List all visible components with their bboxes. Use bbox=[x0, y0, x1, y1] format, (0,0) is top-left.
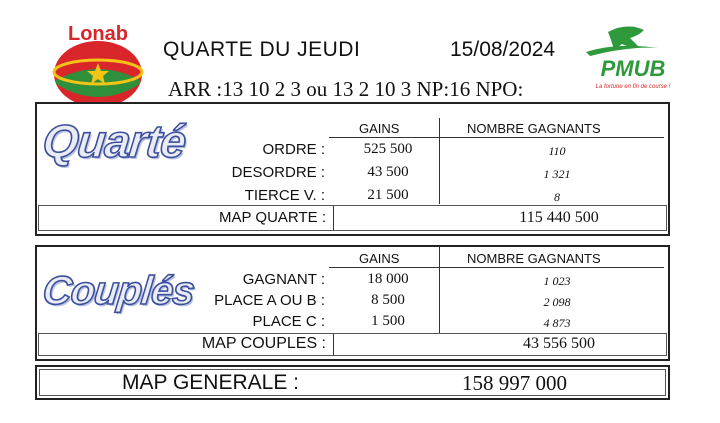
quarte-winners-header: NOMBRE GAGNANTS bbox=[467, 121, 601, 136]
quarte-gains-header: GAINS bbox=[359, 121, 400, 136]
couples-col-divider bbox=[439, 247, 440, 333]
arrival-line: ARR :13 10 2 3 ou 13 2 10 3 NP:16 NPO: bbox=[168, 77, 524, 101]
quarte-col-divider bbox=[439, 118, 440, 204]
couples-row-winners: 2 098 bbox=[543, 295, 571, 309]
quarte-row-gain: 21 500 bbox=[367, 187, 409, 203]
quarte-emblem: Quarté bbox=[40, 115, 188, 167]
couples-row-label: GAGNANT : bbox=[242, 271, 325, 288]
couples-row-label: PLACE A OU B : bbox=[214, 292, 325, 309]
quarte-row-gain: 43 500 bbox=[367, 164, 409, 180]
general-map-value: 158 997 000 bbox=[462, 371, 567, 395]
quarte-row-winners: 1 321 bbox=[543, 167, 571, 181]
quarte-row-label: TIERCE V. : bbox=[244, 187, 325, 204]
page-title: QUARTE DU JEUDI bbox=[163, 38, 361, 61]
pmub-tagline: La fortune en fin de course ! bbox=[595, 84, 671, 90]
race-date: 15/08/2024 bbox=[450, 38, 556, 61]
quarte-row-gain: 525 500 bbox=[363, 141, 413, 157]
quarte-map-row bbox=[38, 205, 667, 231]
quarte-row-label: DESORDRE : bbox=[231, 164, 325, 181]
couples-row-gain: 1 500 bbox=[371, 313, 405, 329]
pmub-logo-text: PMUB bbox=[600, 56, 666, 81]
quarte-row-label: ORDRE : bbox=[262, 141, 325, 158]
couples-map-value: 43 556 500 bbox=[523, 335, 595, 352]
couples-winners-header: NOMBRE GAGNANTS bbox=[467, 251, 601, 266]
quarte-map-divider bbox=[333, 206, 334, 230]
couples-map-row bbox=[38, 333, 667, 356]
couples-map-divider bbox=[333, 334, 334, 355]
couples-row-winners: 4 873 bbox=[543, 316, 571, 330]
quarte-row-winners: 110 bbox=[548, 144, 566, 158]
quarte-map-label: MAP QUARTE : bbox=[219, 209, 326, 226]
couples-row-gain: 18 000 bbox=[367, 271, 409, 287]
lonab-logo-text: Lonab bbox=[68, 23, 128, 45]
couples-panel bbox=[35, 245, 670, 361]
couples-row-label: PLACE C : bbox=[252, 313, 325, 330]
quarte-row-winners: 8 bbox=[554, 190, 560, 204]
couples-header-rule bbox=[329, 267, 664, 268]
general-inner bbox=[39, 369, 666, 396]
pmub-logo bbox=[578, 24, 688, 94]
couples-map-label: MAP COUPLES : bbox=[201, 335, 326, 352]
general-map-label: MAP GENERALE : bbox=[122, 371, 300, 394]
couples-emblem: Couplés bbox=[40, 269, 197, 313]
lonab-logo bbox=[50, 22, 146, 110]
quarte-header-rule bbox=[329, 137, 664, 138]
couples-row-winners: 1 023 bbox=[543, 274, 571, 288]
general-panel bbox=[35, 365, 670, 400]
quarte-panel bbox=[35, 102, 670, 236]
quarte-map-value: 115 440 500 bbox=[519, 209, 599, 226]
couples-gains-header: GAINS bbox=[359, 251, 400, 266]
couples-row-gain: 8 500 bbox=[371, 292, 405, 308]
